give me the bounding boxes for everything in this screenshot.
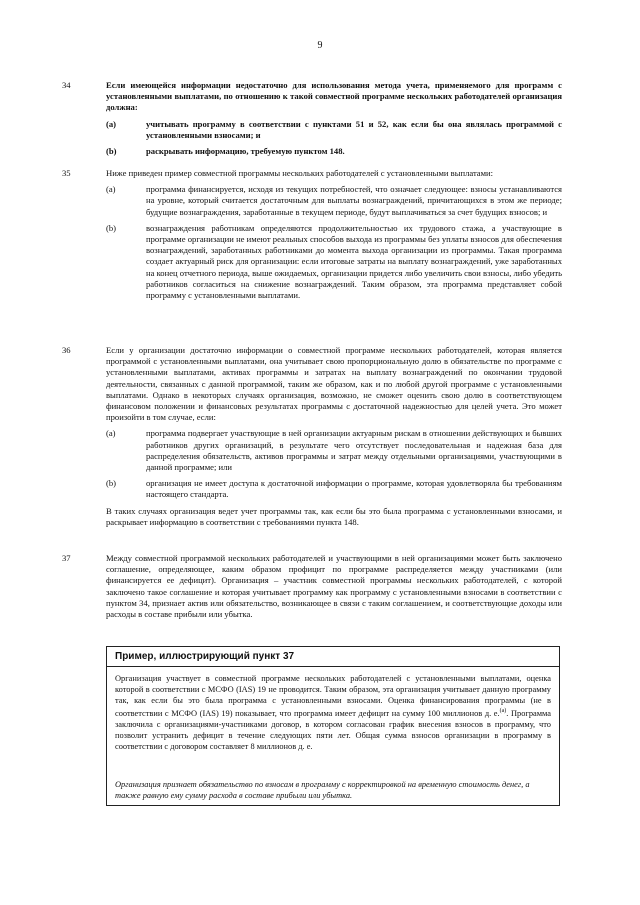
example-note: Организация признает обязательство по взносам в программу с корректировкой на временную стоимость денег, а также равную ему сумму расхода в составе прибыли или убытка. xyxy=(115,780,530,800)
example-title: Пример, иллюстрирующий пункт 37 xyxy=(107,647,559,667)
item-label: (a) xyxy=(106,118,117,129)
paragraph-number: 37 xyxy=(62,553,71,563)
item-text: организация не имеет доступа к достаточной информации о программе, которая удовлетворяла бы требованиям настоящего стандарта. xyxy=(146,478,562,500)
item-label: (b) xyxy=(106,146,117,157)
paragraph-intro: Если имеющейся информации недостаточно для использования метода учета, применяемого для программ с установленными выплатами, по отношению к такой совместной программе нескольких работодателей организация должна: xyxy=(106,80,562,113)
paragraph-37 xyxy=(62,553,562,620)
paragraph-34 xyxy=(62,80,562,157)
list-item xyxy=(106,478,562,500)
page-number: 9 xyxy=(317,40,323,51)
item-text: программа подвергает участвующие в ней организации актуарным рискам в отношении действующих и бывших работников других организаций, в результате чего отсутствует последовательная и надежная база для распределения обязательств, активов программы и затрат между отдельными организациями, участвующими в данной программе; или xyxy=(146,428,562,473)
item-text: учитывать программу в соответствии с пунктами 51 и 52, как если бы она являлась программой с установленными взносами; и xyxy=(146,118,562,140)
item-label: (b) xyxy=(106,222,117,233)
paragraph-number: 35 xyxy=(62,168,71,178)
list-item xyxy=(106,146,562,157)
list-item xyxy=(106,119,562,141)
item-label: (b) xyxy=(106,478,117,489)
paragraph-intro: Если у организации достаточно информации о совместной программе нескольких работодателей, которая является программой с установленными выплатами, она учитывает свою пропорциональную долю в обязательстве по программе с установленными выплатами, активах программы и затратах на выплату вознаграждений по окончании трудовой деятельности, связанных с данной программой, таким же образом, как и по любой другой программе с установленными выплатами. Однако в некоторых случаях организация, возможно, не сможет оценить свою долю в соответствующем финансовом положении и финансовых результатах программы с достаточной надежностью для целей учета. Это может произойти в том случае, если: xyxy=(106,345,562,423)
paragraph-35 xyxy=(62,168,562,301)
example-body xyxy=(115,673,551,752)
item-text: программа финансируется, исходя из текущих потребностей, что означает следующее: взносы устанавливаются на уровне, который считается достаточным для выплаты вознаграждений, причитающихся в этом же периоде; будущие вознаграждения, заработанные в текущем периоде, будут выплачиваться за счет будущих взносов; и xyxy=(146,184,562,217)
paragraph-text: Между совместной программой нескольких работодателей и участвующими в ней организациями может быть заключено соглашение, определяющее, каким образом профицит по программе распределяется между участниками (или финансируется ее дефицит). Организация – участник совместной программы нескольких работодателей, с которой заключено такое соглашение и которая учитывает программу как программу с установленными взносами в соответствии с пунктом 34, признает актив или обязательство, возникающее в связи с таким соглашением, и соответствующие доходы или расходы в составе прибыли или убытка. xyxy=(106,553,562,620)
paragraph-number: 36 xyxy=(62,345,71,355)
list-item xyxy=(106,428,562,473)
paragraph-36 xyxy=(62,345,562,528)
list-item xyxy=(106,184,562,218)
paragraph-number: 34 xyxy=(62,80,71,90)
example-body-part2: . Программа заключила с организациями-участниками договор, в котором согласован график внесения взносов в программу, что позволит устранить дефицит в течение следующих пяти лет. Общая сумма взносов организации в программу в соответствии с договором составляет 8 миллионов д. е. xyxy=(115,708,551,751)
paragraph-intro: Ниже приведен пример совместной программы нескольких работодателей с установленными выплатами: xyxy=(106,168,494,178)
paragraph-closing: В таких случаях организация ведет учет программы так, как если бы это была программа с установленными взносами, и раскрывает информацию в соответствии с требованиями пункта 148. xyxy=(106,505,562,527)
list-item xyxy=(106,223,562,301)
item-text: раскрывать информацию, требуемую пунктом 148. xyxy=(146,146,345,157)
example-body-part1: Организация участвует в совместной программе нескольких работодателей с установленными выплатами, оценка которой в соответствии с МСФО (IAS) 19 не проводится. Таким образом, эта организация учитывает данную программу так, как если бы это была программа с установленными взносами. Оценка финансирования программы (не в соответствии с МСФО (IAS) 19) показывает, что программа имеет дефицит на сумму 100 миллионов д. е. xyxy=(115,674,551,718)
example-box xyxy=(106,646,560,806)
footnote-mark: (a) xyxy=(499,708,507,714)
item-label: (a) xyxy=(106,428,116,439)
item-text: вознаграждения работникам определяются продолжительностью их трудового стажа, а участвующие в программе организации не имеют реальных способов выхода из программы без уплаты взносов для обеспечения вознаграждений, заработанных работниками до момента выхода организации из программы. Такая программа создает актуарный риск для организации: если итоговые затраты на выплату вознаграждений, уже заработанных на конец отчетного периода, выше ожидаемых, организации придется либо увеличить свои взносы, либо убедить работников согласиться на снижение вознаграждений. Таким образом, эта программа представляет собой программу с установленными выплатами. xyxy=(146,222,562,301)
item-label: (a) xyxy=(106,184,116,195)
